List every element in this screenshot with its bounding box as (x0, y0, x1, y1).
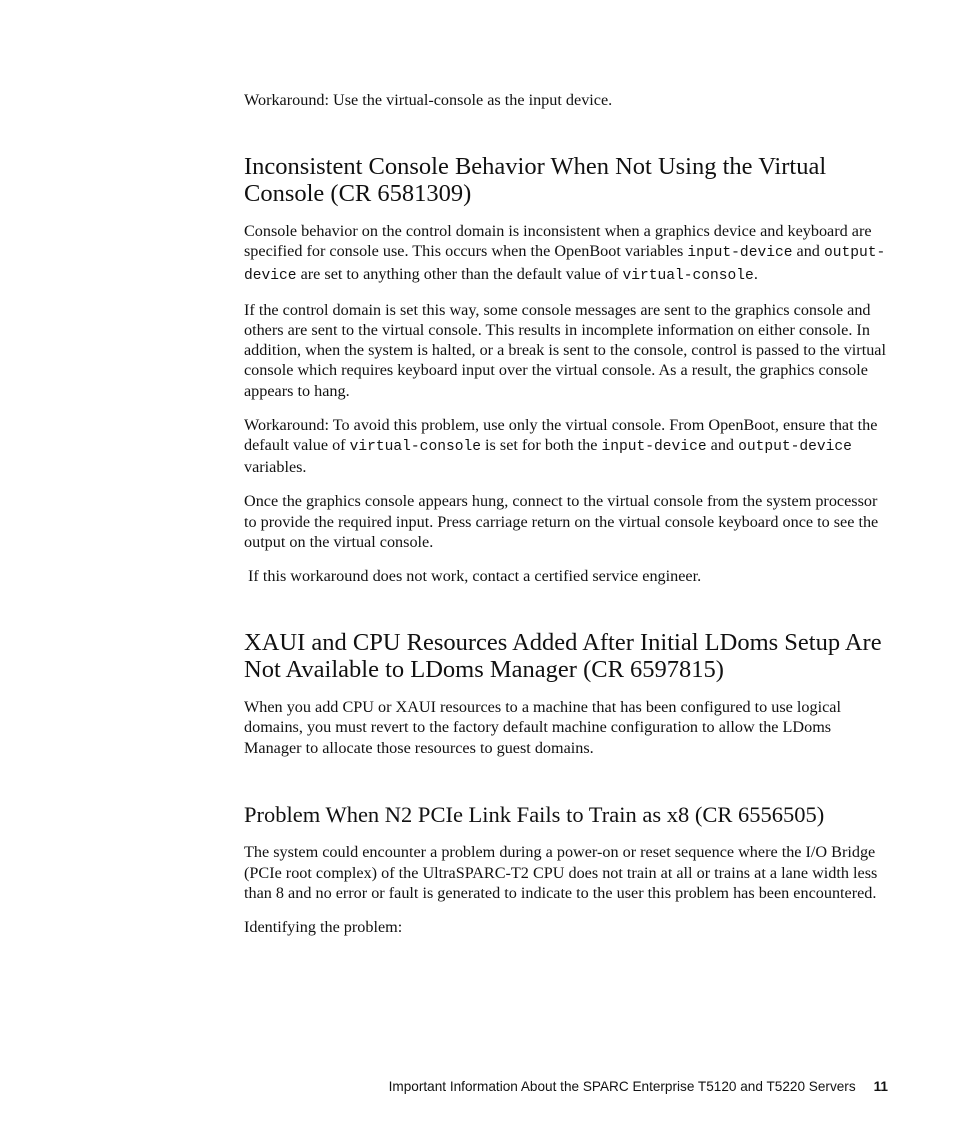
page-footer (389, 1079, 888, 1094)
code-virtual-console: virtual-console (349, 439, 481, 456)
console-behavior-paragraph: Console behavior on the control domain is inconsistent when a graphics device and keyboard are specified for console use. This occurs when the OpenBoot variables input-device and output-device are set to anything other than the default value of virtual-console. (244, 222, 886, 284)
code-input-device: input-device (601, 439, 707, 456)
code-output-device: output-device (738, 439, 852, 456)
xaui-cpu-paragraph: When you add CPU or XAUI resources to a machine that has been configured to use logical domains, you must revert to the factory default machine configuration to allow the LDoms Manager to allocate those resources to guest domains. (244, 698, 841, 757)
section-heading-pcie-link: Problem When N2 PCIe Link Fails to Train as x8 (CR 6556505) (244, 801, 825, 827)
section-heading-xaui-cpu: XAUI and CPU Resources Added After Initial LDoms Setup Are Not Available to LDoms Manager (CR 6597815) (244, 629, 882, 683)
console-workaround-paragraph: Workaround: To avoid this problem, use only the virtual console. From OpenBoot, ensure that the default value of virtual-console is set for both the input-device and output-device variables. (244, 415, 878, 477)
footer-title: Important Information About the SPARC Enterprise T5120 and T5220 Servers (388, 1079, 856, 1094)
section-heading-console-behavior: Inconsistent Console Behavior When Not Using the Virtual Console (CR 6581309) (244, 153, 827, 207)
identifying-problem-paragraph: Identifying the problem: (244, 917, 403, 936)
code-virtual-console: virtual-console (622, 267, 754, 284)
control-domain-paragraph: If the control domain is set this way, some console messages are sent to the graphics console and others are sent to the virtual console. This results in incomplete information on either console. In addition, when the system is halted, or a break is sent to the console, control is passed to the virtual console which requires keyboard input over the virtual console. As a result, the graphics console appears to hang. (244, 300, 886, 400)
page-content (244, 90, 890, 951)
code-output-device: output-device (244, 245, 886, 284)
service-engineer-paragraph: If this workaround does not work, contact a certified service engineer. (244, 567, 702, 586)
hung-console-paragraph: Once the graphics console appears hung, connect to the virtual console from the system processor to provide the required input. Press carriage return on the virtual console keyboard once to see the output on the virtual console. (244, 492, 879, 551)
workaround-paragraph: Workaround: Use the virtual-console as the input device. (244, 91, 613, 109)
code-input-device: input-device (687, 245, 793, 262)
pcie-link-paragraph: The system could encounter a problem during a power-on or reset sequence where the I/O Bridge (PCIe root complex) of the UltraSPARC-T2 CPU does not train at all or trains at a lane width less than 8 and no error or fault is generated to indicate to the user this problem has been encountered. (244, 843, 878, 902)
page-number: 11 (873, 1079, 888, 1094)
